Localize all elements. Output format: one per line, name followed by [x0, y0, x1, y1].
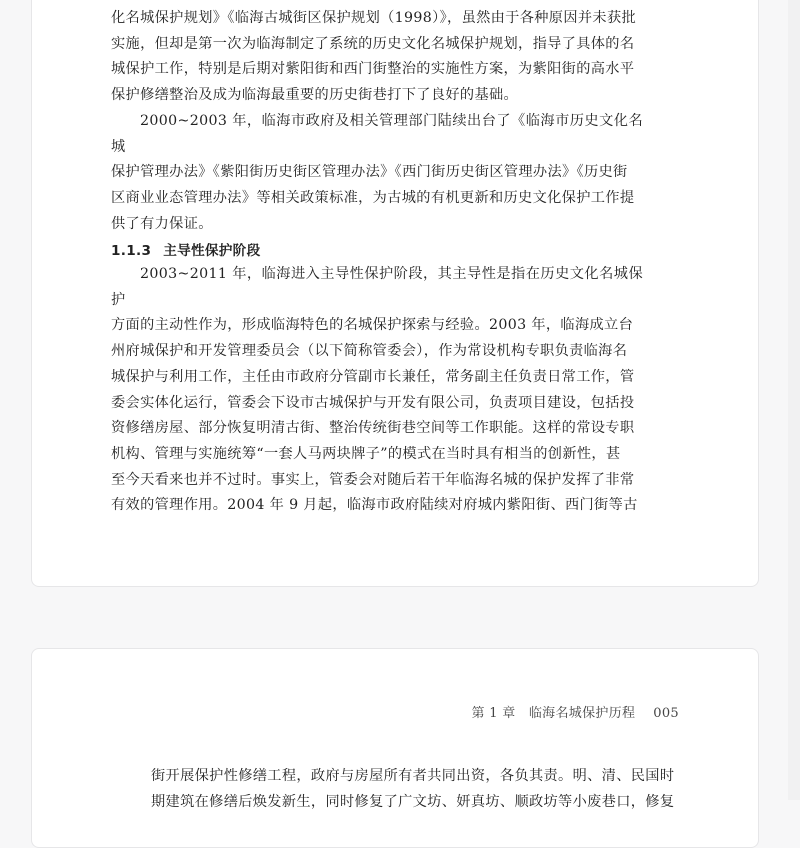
section-heading [111, 239, 260, 259]
body-text [151, 764, 681, 815]
scrollbar[interactable] [788, 0, 800, 800]
text-line: 街开展保护性修缮工程，政府与房屋所有者共同出资，各负其责。明、清、民国时 [151, 768, 675, 784]
body-text [111, 6, 643, 237]
text-line: 委会实体化运行，管委会下设市古城保护与开发有限公司，负责项目建设，包括投 [111, 394, 635, 411]
page-number: 005 [653, 706, 679, 721]
text-line: 保护管理办法》《紫阳街历史街区管理办法》《西门街历史街区管理办法》《历史街 [111, 164, 628, 181]
text-line: 2000~2003 年，临海市政府及相关管理部门陆续出台了《临海市历史文化名城 [111, 112, 643, 155]
text-line: 城保护与利用工作，主任由市政府分管副市长兼任，常务副主任负责日常工作，管 [111, 368, 635, 385]
body-text [111, 262, 643, 519]
text-line: 资修缮房屋、部分恢复明清古街、整治传统街巷空间等工作职能。这样的常设专职 [111, 420, 635, 437]
text-line: 化名城保护规划》《临海古城街区保护规划（1998）》，虽然由于各种原因并未获批 [111, 10, 637, 26]
text-line: 机构、管理与实施统筹“一套人马两块牌子”的模式在当时具有相当的创新性，甚 [111, 445, 621, 462]
text-line: 区商业业态管理办法》等相关政策标准，为古城的有机更新和历史文化保护工作提 [111, 189, 635, 206]
text-line: 城保护工作，特别是后期对紫阳街和西门街整治的实施性方案，为紫阳街的高水平 [111, 61, 635, 78]
running-header [472, 702, 679, 721]
text-line: 至今天看来也并不过时。事实上，管委会对随后若干年临海名城的保护发挥了非常 [111, 471, 635, 488]
page [31, 648, 759, 848]
text-line: 期建筑在修缮后焕发新生，同时修复了广文坊、妍真坊、顺政坊等小废巷口，修复 [151, 793, 675, 810]
text-line: 2003~2011 年，临海进入主导性保护阶段，其主导性是指在历史文化名城保护 [111, 266, 643, 308]
text-line: 州府城保护和开发管理委员会（以下简称管委会），作为常设机构专职负责临海名 [111, 343, 628, 360]
text-line: 供了有力保证。 [111, 215, 213, 232]
chapter-title: 第 1 章 临海名城保护历程 [471, 706, 636, 721]
section-number: 1.1.3 [111, 243, 152, 259]
text-line: 保护修缮整治及成为临海最重要的历史街巷打下了良好的基础。 [111, 87, 519, 104]
text-line: 方面的主动性作为，形成临海特色的名城保护探索与经验。2003 年，临海成立台 [111, 317, 634, 334]
text-line: 实施，但却是第一次为临海制定了系统的历史文化名城保护规划，指导了具体的名 [111, 35, 635, 52]
section-title: 主导性保护阶段 [163, 243, 261, 259]
page [31, 0, 759, 587]
text-line: 有效的管理作用。2004 年 9 月起，临海市政府陆续对府城内紫阳街、西门街等古 [111, 497, 638, 514]
